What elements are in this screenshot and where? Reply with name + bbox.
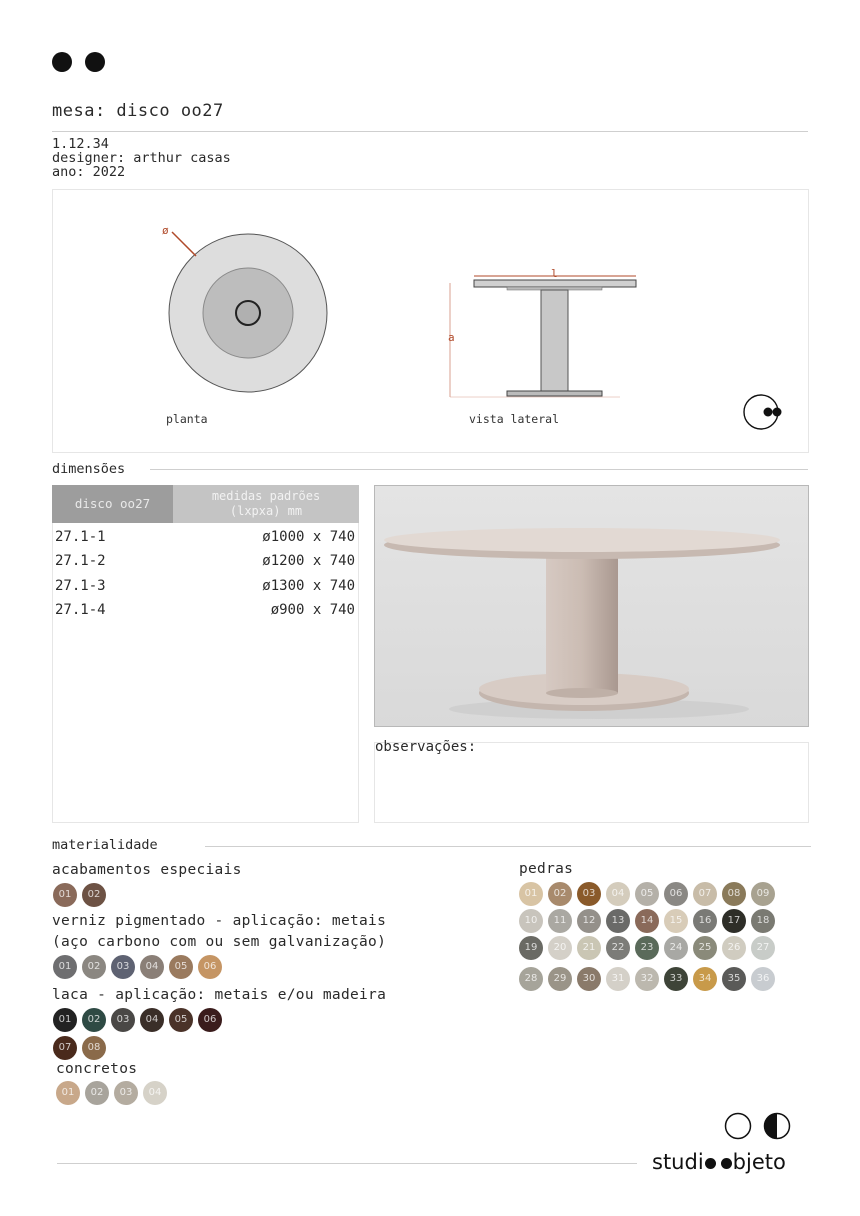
logo-dot-right xyxy=(85,52,105,72)
footer-divider xyxy=(57,1163,637,1164)
material-swatch[interactable]: 28 xyxy=(519,967,543,991)
material-swatch[interactable]: 31 xyxy=(606,967,630,991)
brand-logo xyxy=(652,1150,786,1174)
material-swatch[interactable]: 04 xyxy=(606,882,630,906)
stones-swatches-row2 xyxy=(519,909,780,933)
plan-drawing xyxy=(150,220,350,400)
material-swatch[interactable]: 21 xyxy=(577,936,601,960)
table-header-measures-line1: medidas padrões xyxy=(211,489,321,503)
length-mark: l xyxy=(551,267,558,280)
material-swatch[interactable]: 24 xyxy=(664,936,688,960)
stones-swatches-row1 xyxy=(519,882,780,906)
row-code: 27.1-3 xyxy=(55,578,106,594)
material-swatch[interactable]: 08 xyxy=(82,1036,106,1060)
material-swatch[interactable]: 02 xyxy=(82,955,106,979)
lacquer-label: laca - aplicação: metais e/ou madeira xyxy=(52,987,387,1003)
lacquer-swatches-row1 xyxy=(53,1008,227,1032)
material-swatch[interactable]: 26 xyxy=(722,936,746,960)
row-size: ø1300 x 740 xyxy=(262,578,355,594)
stones-swatches-row4 xyxy=(519,967,780,991)
row-code: 27.1-1 xyxy=(55,529,106,545)
year: ano: 2022 xyxy=(52,164,126,180)
row-code: 27.1-4 xyxy=(55,602,106,618)
material-swatch[interactable]: 34 xyxy=(693,967,717,991)
product-photo xyxy=(374,485,809,727)
material-swatch[interactable]: 04 xyxy=(140,1008,164,1032)
varnish-label-line1: verniz pigmentado - aplicação: metais xyxy=(52,913,387,929)
row-size: ø1000 x 740 xyxy=(262,529,355,545)
material-swatch[interactable]: 35 xyxy=(722,967,746,991)
table-row xyxy=(55,602,355,618)
material-swatch[interactable]: 20 xyxy=(548,936,572,960)
material-swatch[interactable]: 06 xyxy=(664,882,688,906)
material-swatch[interactable]: 25 xyxy=(693,936,717,960)
table-row xyxy=(55,553,355,569)
varnish-label-line2: (aço carbono com ou sem galvanização) xyxy=(52,934,387,950)
table-header-model-text: disco oo27 xyxy=(74,496,151,511)
material-swatch[interactable]: 14 xyxy=(635,909,659,933)
side-view-label: vista lateral xyxy=(469,412,560,426)
material-swatch[interactable]: 03 xyxy=(111,955,135,979)
material-swatch[interactable]: 02 xyxy=(85,1081,109,1105)
material-swatch[interactable]: 07 xyxy=(693,882,717,906)
side-view-drawing xyxy=(440,265,650,405)
designer: designer: arthur casas xyxy=(52,150,231,166)
material-swatch[interactable]: 03 xyxy=(111,1008,135,1032)
special-finishes-label: acabamentos especiais xyxy=(52,862,242,878)
height-mark: a xyxy=(448,331,455,344)
material-swatch[interactable]: 36 xyxy=(751,967,775,991)
material-swatch[interactable]: 05 xyxy=(169,955,193,979)
material-swatch[interactable]: 32 xyxy=(635,967,659,991)
material-swatch[interactable]: 02 xyxy=(82,1008,106,1032)
material-swatch[interactable]: 04 xyxy=(140,955,164,979)
row-size: ø900 x 740 xyxy=(270,602,355,618)
special-finishes-swatches xyxy=(53,883,111,907)
material-swatch[interactable]: 01 xyxy=(519,882,543,906)
north-symbol-icon xyxy=(742,393,784,433)
title-divider xyxy=(52,131,808,132)
material-swatch[interactable]: 01 xyxy=(53,1008,77,1032)
material-swatch[interactable]: 23 xyxy=(635,936,659,960)
diameter-mark: ø xyxy=(162,224,169,237)
material-swatch[interactable]: 22 xyxy=(606,936,630,960)
stones-label: pedras xyxy=(519,861,574,877)
material-swatch[interactable]: 06 xyxy=(198,955,222,979)
material-swatch[interactable]: 02 xyxy=(82,883,106,907)
plan-label: planta xyxy=(166,412,208,426)
brand-dot-icon xyxy=(705,1158,716,1169)
material-swatch[interactable]: 01 xyxy=(53,955,77,979)
material-swatch[interactable]: 10 xyxy=(519,909,543,933)
material-swatch[interactable]: 05 xyxy=(169,1008,193,1032)
logo-dot-left xyxy=(52,52,72,72)
brand-dot-icon xyxy=(721,1158,732,1169)
material-swatch[interactable]: 19 xyxy=(519,936,543,960)
product-code: 1.12.34 xyxy=(52,136,109,152)
brand-logo-left: studi xyxy=(652,1150,704,1174)
material-swatch[interactable]: 27 xyxy=(751,936,775,960)
material-swatch[interactable]: 29 xyxy=(548,967,572,991)
dimensions-heading: dimensões xyxy=(52,461,126,477)
material-swatch[interactable]: 04 xyxy=(143,1081,167,1105)
concrete-label: concretos xyxy=(56,1061,138,1077)
material-swatch[interactable]: 16 xyxy=(693,909,717,933)
materials-divider xyxy=(205,846,811,847)
material-swatch[interactable]: 11 xyxy=(548,909,572,933)
material-swatch[interactable]: 33 xyxy=(664,967,688,991)
material-swatch[interactable]: 17 xyxy=(722,909,746,933)
row-size: ø1200 x 740 xyxy=(262,553,355,569)
notes-label: observações: xyxy=(375,739,477,755)
material-swatch[interactable]: 30 xyxy=(577,967,601,991)
dimensions-divider xyxy=(150,469,808,470)
table-row xyxy=(55,578,355,594)
lacquer-swatches-row2 xyxy=(53,1036,111,1060)
material-swatch[interactable]: 07 xyxy=(53,1036,77,1060)
material-swatch[interactable]: 08 xyxy=(722,882,746,906)
table-header-model xyxy=(52,485,173,523)
material-swatch[interactable]: 15 xyxy=(664,909,688,933)
table-row xyxy=(55,529,355,545)
material-swatch[interactable]: 02 xyxy=(548,882,572,906)
material-swatch[interactable]: 05 xyxy=(635,882,659,906)
material-swatch[interactable]: 09 xyxy=(751,882,775,906)
stones-swatches-row3 xyxy=(519,936,780,960)
row-code: 27.1-2 xyxy=(55,553,106,569)
material-swatch[interactable]: 18 xyxy=(751,909,775,933)
brand-logo-right: bjeto xyxy=(732,1150,786,1174)
concrete-swatches xyxy=(56,1081,172,1105)
material-swatch[interactable]: 01 xyxy=(53,883,77,907)
material-swatch[interactable]: 13 xyxy=(606,909,630,933)
table-header-measures xyxy=(173,485,359,523)
varnish-swatches xyxy=(53,955,227,979)
material-swatch[interactable]: 01 xyxy=(56,1081,80,1105)
brand-circles-icon xyxy=(723,1111,795,1141)
material-swatch[interactable]: 03 xyxy=(577,882,601,906)
materials-heading: materialidade xyxy=(52,837,158,853)
material-swatch[interactable]: 03 xyxy=(114,1081,138,1105)
page-title: mesa: disco oo27 xyxy=(52,101,224,121)
table-header-measures-line2: (lxpxa) mm xyxy=(229,504,303,518)
material-swatch[interactable]: 06 xyxy=(198,1008,222,1032)
material-swatch[interactable]: 12 xyxy=(577,909,601,933)
